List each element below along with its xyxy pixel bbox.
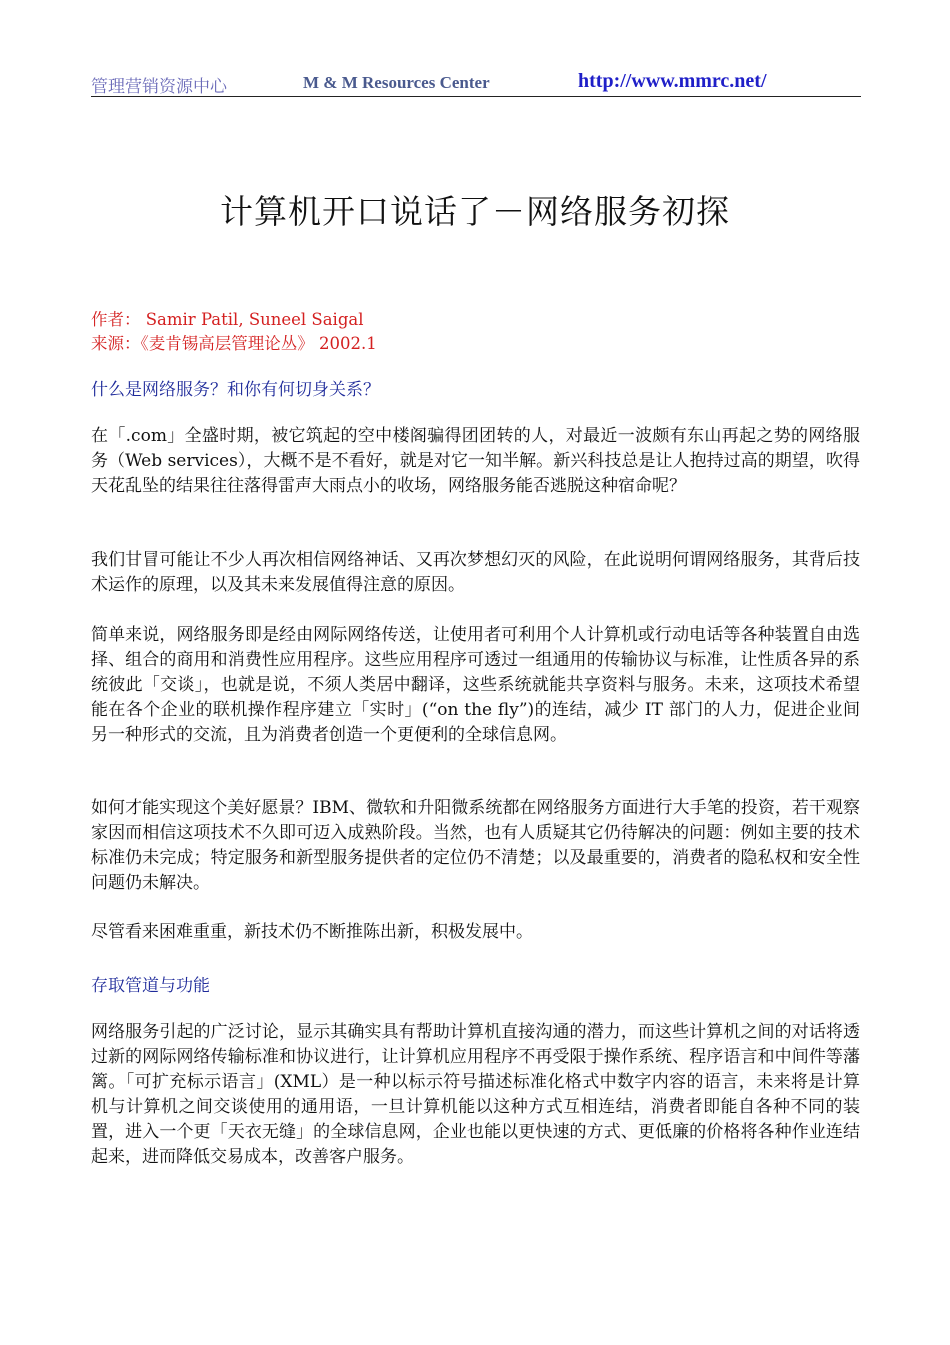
paragraph: 如何才能实现这个美好愿景？IBM、微软和升阳微系统都在网络服务方面进行大手笔的投资，若干观察家因而相信这项技术不久即可迈入成熟阶段。当然，也有人质疑其它仍待解决的问题：例如主要的技术标准仍未完成；特定服务和新型服务提供者的定位仍不清楚；以及最重要的，消费者的隐私权和安全性问题仍未解决。 bbox=[91, 798, 860, 893]
article-title: 计算机开口说话了－网络服务初探 bbox=[220, 192, 730, 231]
header-url-link[interactable]: http://www.mmrc.net/ bbox=[578, 70, 767, 92]
header-site-en: M & M Resources Center bbox=[303, 73, 490, 92]
paragraph: 在「.com」全盛时期，被它筑起的空中楼阁骗得团团转的人，对最近一波颇有东山再起之势的网络服务（Web services），大概不是不看好，就是对它一知半解。新兴科技总是让人抱持过高的期望，吹得天花乱坠的结果往往落得雷声大雨点小的收场，网络服务能否逃脱这种宿命呢？ bbox=[91, 426, 860, 496]
header-site-cn: 管理营销资源中心 bbox=[91, 77, 227, 97]
page-header bbox=[91, 70, 861, 97]
section-heading: 什么是网络服务？和你有何切身关系？ bbox=[91, 380, 380, 400]
paragraph: 网络服务引起的广泛讨论，显示其确实具有帮助计算机直接沟通的潜力，而这些计算机之间的对话将透过新的网际网络传输标准和协议进行，让计算机应用程序不再受限于操作系统、程序语言和中间件等藩篱。「可扩充标示语言」(XML）是一种以标示符号描述标准化格式中数字内容的语言，未来将是计算机与计算机之间交谈使用的通用语，一旦计算机能以这种方式互相连结，消费者即能自各种不同的装置，进入一个更「天衣无缝」的全球信息网，企业也能以更快速的方式、更低廉的价格将各种作业连结起来，进而降低交易成本，改善客户服务。 bbox=[91, 1022, 860, 1167]
article-source: 来源：《麦肯锡高层管理论丛》 2002.1 bbox=[91, 334, 377, 353]
paragraph: 简单来说，网络服务即是经由网际网络传送，让使用者可利用个人计算机或行动电话等各种装置自由选择、组合的商用和消费性应用程序。这些应用程序可透过一组通用的传输协议与标准，让性质各异的系统彼此「交谈」，也就是说，不须人类居中翻译，这些系统就能共享资料与服务。未来，这项技术希望能在各个企业的联机操作程序建立「实时」(“on the fly”)的连结，减少 IT 部门的人力，促进企业间另一种形式的交流，且为消费者创造一个更便利的全球信息网。 bbox=[91, 625, 860, 745]
article-author: 作者： Samir Patil, Suneel Saigal bbox=[91, 310, 364, 329]
paragraph: 尽管看来困难重重，新技术仍不断推陈出新，积极发展中。 bbox=[91, 922, 533, 942]
paragraph: 我们甘冒可能让不少人再次相信网络神话、又再次梦想幻灭的风险，在此说明何谓网络服务，其背后技术运作的原理，以及其未来发展值得注意的原因。 bbox=[91, 550, 860, 595]
section-heading: 存取管道与功能 bbox=[91, 976, 210, 996]
